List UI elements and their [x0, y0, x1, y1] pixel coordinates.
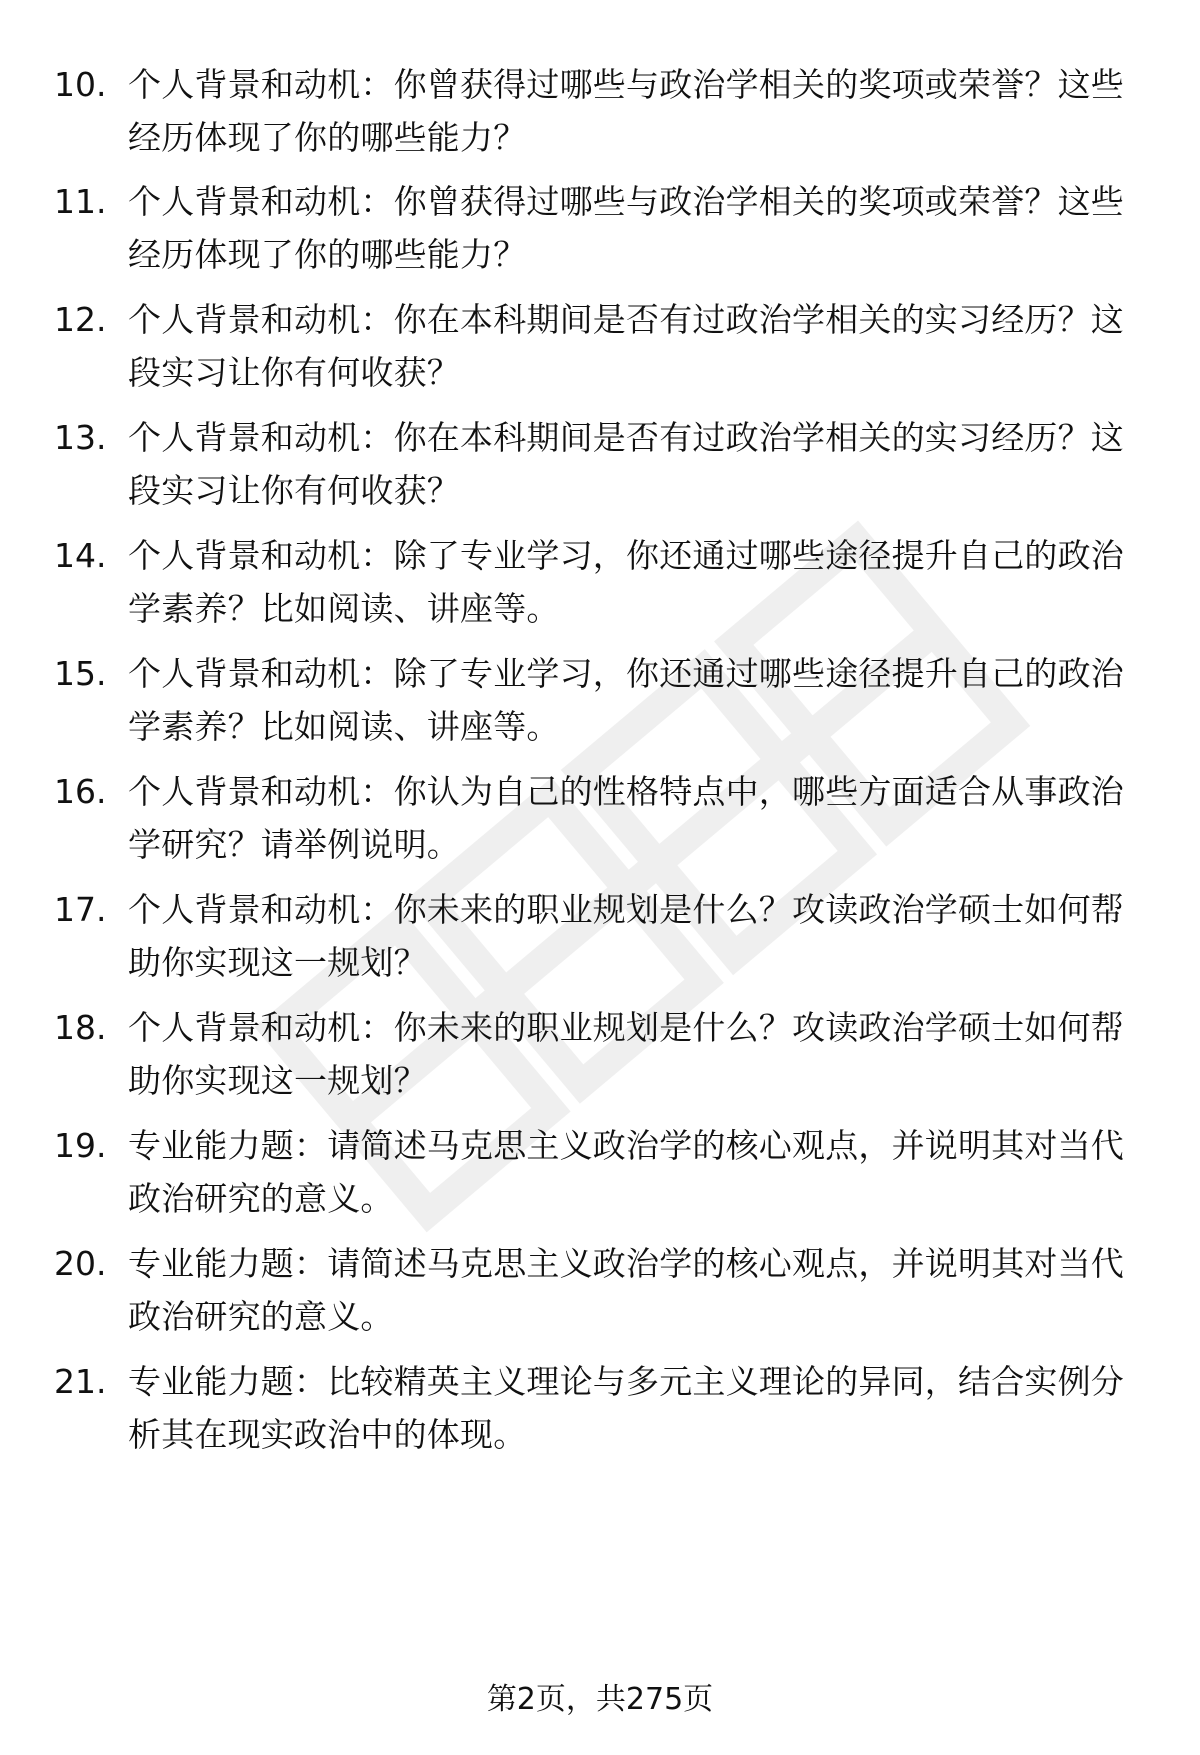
question-item — [0, 411, 1200, 521]
question-number: 11. — [54, 182, 107, 221]
question-number: 15. — [54, 654, 107, 693]
question-text: 专业能力题：请简述马克思主义政治学的核心观点，并说明其对当代政治研究的意义。 — [128, 1126, 1124, 1218]
question-number: 12. — [54, 300, 107, 339]
question-text: 个人背景和动机：你未来的职业规划是什么？攻读政治学硕士如何帮助你实现这一规划？ — [128, 1008, 1124, 1100]
question-item — [0, 1355, 1200, 1465]
question-number: 16. — [54, 772, 107, 811]
question-text: 个人背景和动机：你在本科期间是否有过政治学相关的实习经历？这段实习让你有何收获？ — [128, 300, 1124, 392]
question-text: 个人背景和动机：除了专业学习，你还通过哪些途径提升自己的政治学素养？比如阅读、讲座等。 — [128, 536, 1124, 628]
question-item — [0, 1237, 1200, 1347]
question-number: 17. — [54, 890, 107, 929]
question-text: 个人背景和动机：你认为自己的性格特点中，哪些方面适合从事政治学研究？请举例说明。 — [128, 772, 1124, 864]
question-number: 20. — [54, 1244, 107, 1283]
question-item — [0, 1119, 1200, 1229]
question-number: 18. — [54, 1008, 107, 1047]
question-item — [0, 647, 1200, 757]
question-text: 个人背景和动机：除了专业学习，你还通过哪些途径提升自己的政治学素养？比如阅读、讲座等。 — [128, 654, 1124, 746]
question-item — [0, 175, 1200, 285]
question-text: 个人背景和动机：你在本科期间是否有过政治学相关的实习经历？这段实习让你有何收获？ — [128, 418, 1124, 510]
question-item — [0, 58, 1200, 168]
question-item — [0, 883, 1200, 993]
page-number-label: 第2页，共275页 — [486, 1682, 714, 1717]
question-number: 13. — [54, 418, 107, 457]
question-number: 21. — [54, 1362, 107, 1401]
question-item — [0, 765, 1200, 875]
question-item — [0, 1001, 1200, 1111]
question-item — [0, 293, 1200, 403]
question-number: 14. — [54, 536, 107, 575]
question-text: 专业能力题：请简述马克思主义政治学的核心观点，并说明其对当代政治研究的意义。 — [128, 1244, 1124, 1336]
question-number: 19. — [54, 1126, 107, 1165]
question-text: 个人背景和动机：你未来的职业规划是什么？攻读政治学硕士如何帮助你实现这一规划？ — [128, 890, 1124, 982]
question-text: 专业能力题：比较精英主义理论与多元主义理论的异同，结合实例分析其在现实政治中的体现。 — [128, 1362, 1124, 1454]
question-number: 10. — [54, 65, 107, 104]
page-footer — [0, 1680, 1200, 1720]
question-item — [0, 529, 1200, 639]
question-text: 个人背景和动机：你曾获得过哪些与政治学相关的奖项或荣誉？这些经历体现了你的哪些能力？ — [128, 182, 1124, 274]
question-text: 个人背景和动机：你曾获得过哪些与政治学相关的奖项或荣誉？这些经历体现了你的哪些能力？ — [128, 65, 1124, 157]
